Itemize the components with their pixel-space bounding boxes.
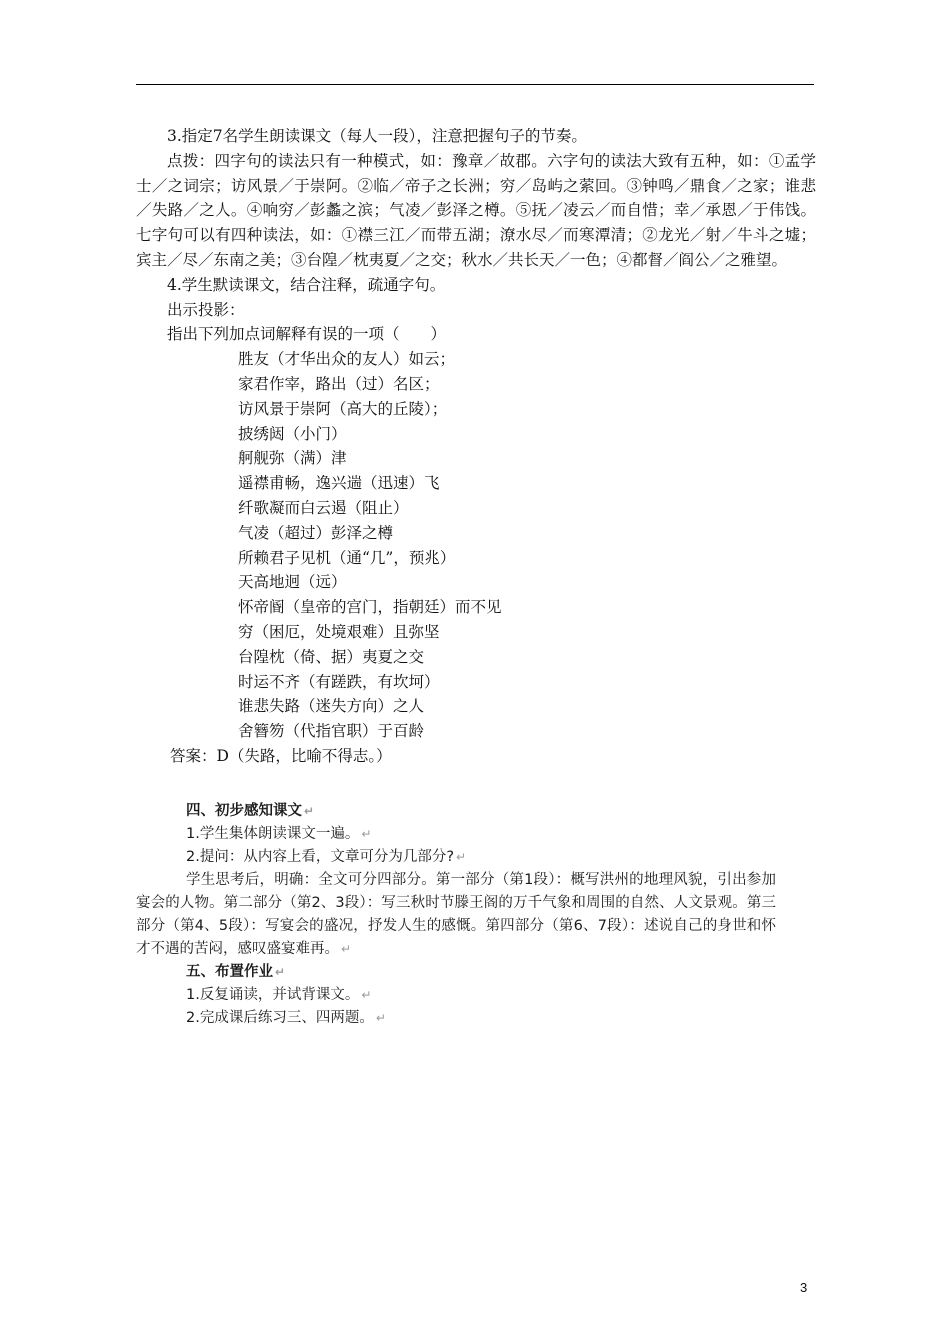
section-4-item-1: 1.学生集体朗读课文一遍。 ↵ [186,826,372,842]
paragraph-mark: ↵ [304,804,315,818]
option-item: 气凌（超过）彭泽之樽 [238,523,394,542]
option-item: 家君作宰，路出（过）名区； [238,374,440,393]
step-4-silent-reading: 4.学生默读课文，结合注释，疏通字句。 [167,275,446,294]
lesson-body [136,124,816,769]
option-item: 所赖君子见机（通“几”，预兆） [238,548,456,567]
section-4-heading: 四、初步感知课文 ↵ [186,803,315,819]
section-5-item-1: 1.反复诵读，并试背课文。 ↵ [186,987,372,1003]
paragraph-mark: ↵ [341,942,352,956]
paragraph-mark: ↵ [375,1011,386,1025]
option-item: 舸舰弥（满）津 [238,449,347,468]
option-item: 穷（困厄，处境艰难）且弥坚 [238,622,440,641]
section-5-heading: 五、布置作业 ↵ [186,964,286,980]
paragraph-mark: ↵ [361,988,372,1002]
header-rule [136,84,814,85]
option-item: 胜友（才华出众的友人）如云； [238,350,456,369]
option-item: 遥襟甫畅，逸兴遄（迅速）飞 [238,474,440,493]
option-item: 谁悲失路（迷失方向）之人 [238,697,425,716]
option-item: 时运不齐（有蹉跌，有坎坷） [238,672,440,691]
scanned-section [136,800,776,1030]
option-item: 披绣闼（小门） [238,424,347,443]
step-3-reading: 3.指定7名学生朗读课文（每人一段），注意把握句子的节奏。 [167,127,587,145]
option-item: 台隍枕（倚、据）夷夏之交 [238,647,425,666]
option-item: 怀帝阍（皇帝的宫门，指朝廷）而不见 [238,598,502,617]
exercise-question: 指出下列加点词解释有误的一项（ ） [167,325,447,344]
option-item: 访风景于崇阿（高大的丘陵）； [238,399,448,418]
option-item: 纤歌凝而白云遏（阻止） [238,498,409,517]
page-number: 3 [800,1280,808,1295]
section-5-item-2: 2.完成课后练习三、四两题。 ↵ [186,1010,386,1026]
option-item: 天高地迥（远） [238,573,347,592]
projection-label: 出示投影： [167,300,245,319]
paragraph-mark: ↵ [456,850,467,864]
section-4-analysis: 学生思考后，明确：全文可分四部分。第一部分（第1段）：概写洪州的地理风貌，引出参加宴会的人物。第二部分（第2、3段）：写三秋时节滕王阁的万千气象和周围的自然、人文景观。第三部分（第4、5段）：写宴会的盛况，抒发人生的感慨。第四部分（第6、7段）：述说自己的身世和怀才不遇的苦闷，感叹盛宴难再。 ↵ [136,872,776,957]
paragraph-mark: ↵ [361,827,372,841]
option-item: 舍簪笏（代指官职）于百龄 [238,722,425,741]
reading-rhythm-tip: 点拨：四字句的读法只有一种模式，如：豫章／故郡。六字句的读法大致有五种，如：①孟学士／之词宗；访风景／于崇阿。②临／帝子之长洲；穷／岛屿之萦回。③钟鸣／鼎食／之家；谁悲／失路／之人。④响穷／彭蠡之滨；气凌／彭泽之樽。⑤抚／凌云／而自惜；幸／承恩／于伟饯。七字句可以有四种读法，如：①襟三江／而带五湖；潦水尽／而寒潭清；②龙光／射／牛斗之墟；宾主／尽／东南之美；③台隍／枕夷夏／之交；秋水／共长天／一色；④都督／阎公／之雅望。 [136,151,816,269]
section-4-item-2: 2.提问：从内容上看，文章可分为几部分? ↵ [186,849,467,865]
answer-line: 答案：D（失路，比喻不得志。） [170,746,392,765]
paragraph-mark: ↵ [275,965,286,979]
exercise-options [136,347,816,744]
